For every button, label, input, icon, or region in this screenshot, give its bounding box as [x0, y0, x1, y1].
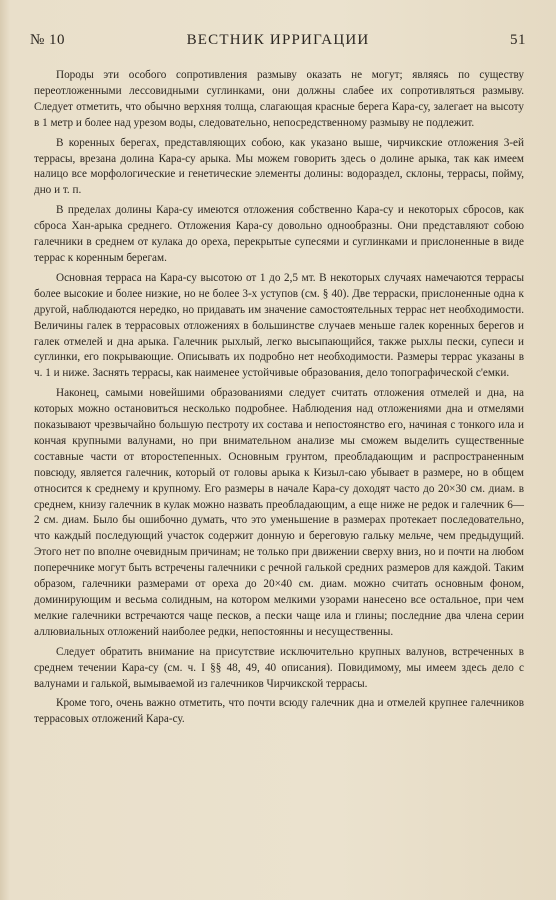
article-body	[34, 68, 524, 732]
journal-title: ВЕСТНИК ИРРИГАЦИИ	[186, 32, 370, 48]
paragraph: Следует обратить внимание на присутствие исключительно крупных валунов, встреченных в среднем течении Кара-су (см. ч. I §§ 48, 49, 40 описания). Повидимому, мы имеем здесь дело с валунами и галькой, вымываемой из галечников Чирчикской террасы.	[34, 645, 524, 690]
page-number: 51	[510, 32, 526, 48]
paragraph: Наконец, самыми новейшими образованиями следует считать отложения отмелей и дна, на которых можно остановиться несколько подробнее. Наблюдения над отложениями дна и отмелями показывают чрезвычайно большую пестроту их состава и непостоянство его, начиная с тонкого ила и кончая крупными валунами, но при внимательном анализе мы сможем выделить существенные составные части от второстепенных. Основным грунтом, преобладающим и распространенным повсюду, является галечник, который от головы арыка к Кизыл-саю убывает в размере, но в общем относится к среднему и крупному. Его размеры в начале Кара-су доходят часто до 20×30 см. диам. в среднем, книзу галечник в кулак можно назвать преобладающим, а еще ниже не редок и галечник 6—2 см. диам. Было бы ошибочно думать, что это уменьшение в размерах протекает последовательно, что каждый последующий участок содержит донную и береговую гальку мельче, чем предыдущий. Этого нет по вполне очевидным причинам; не только при движении сверху вниз, но и почти на любом поперечнике могут быть встречены галечники с речной галькой средних размеров для каждой. Таким образом, галечники размерами от ореха до 20×40 см. диам. можно считать основным фоном, доминирующим и весьма солидным, на котором мелкими узорами нанесено все остальное, при чем мелкие галечники встречаются чаще песков, а пески чаще ила и глины; последние два члена серии аллювиальных отложений наиболее редки, непостоянны и несущественны.	[34, 387, 524, 638]
paragraph: В коренных берегах, представляющих собою, как указано выше, чирчикские отложения 3-ей террасы, врезана долина Кара-су арыка. Мы можем говорить здесь о долине арыка, так как имеем налицо все морфологические и генетические элементы долины: водораздел, склоны, террасы, пойму, дно и т. п.	[34, 136, 524, 197]
paragraph: В пределах долины Кара-су имеются отложения собственно Кара-су и некоторых сбросов, как сброса Хан-арыка среднего. Отложения Кара-су довольно однообразны. Они представляют собою галечники в среднем от кулака до ореха, перекрытые супесями и суглинками и прислоненные в виде террас к коренным берегам.	[34, 204, 524, 264]
issue-number: № 10	[30, 32, 66, 48]
paragraph: Основная терраса на Кара-су высотою от 1 до 2,5 мт. В некоторых случаях намечаются террасы более высокие и более низкие, но не более 3-х уступов (см. § 40). Две терраски, прислоненные одна к другой, наблюдаются нередко, но придавать им значение самостоятельных террас нет необходимости. Величины галек в террасовых отложениях в большинстве случаев меньше галек коренных берегов и галек отмелей и дна арыка. Галечник рыхлый, легко высыпающийся, также рыхлы пески, супеси и суглинки, его покрывающие. Описывать их подробно нет необходимости. Размеры террас указаны в ч. 1 и ниже. Заснять террасы, как наименее устойчивые образования, дело топографической с'емки.	[34, 271, 524, 380]
paragraph: Кроме того, очень важно отметить, что почти всюду галечник дна и отмелей крупнее галечников террасовых отложений Кара-су.	[34, 697, 524, 726]
running-header	[30, 32, 526, 52]
paragraph: Породы эти особого сопротивления размыву оказать не могут; являясь по существу переотложенными лессовидными суглинками, они должны слабее их сопротивляться размыву. Следует отметить, что обычно верхняя толща, слагающая красные берега Кара-су, залегает на высоту в 1 метр и более над урезом воды, следовательно, непосредственному размыву не подлежит.	[34, 69, 524, 129]
